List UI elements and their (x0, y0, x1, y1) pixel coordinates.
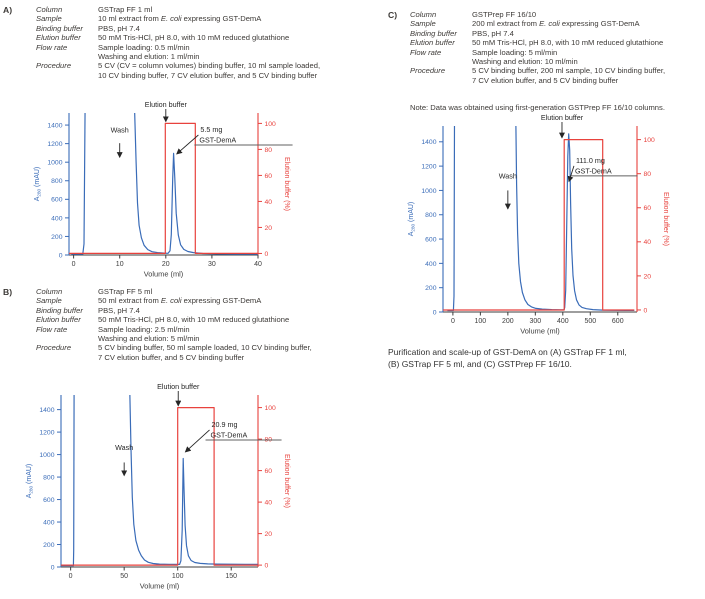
spec-values (472, 29, 705, 38)
panel-c-label: C) (388, 10, 398, 20)
svg-text:30: 30 (208, 261, 216, 268)
svg-text:0: 0 (58, 252, 63, 260)
svg-text:0: 0 (68, 573, 73, 580)
svg-text:200: 200 (502, 318, 514, 325)
svg-text:Wash: Wash (115, 443, 134, 453)
svg-text:1400: 1400 (421, 139, 437, 147)
spec-label: Binding buffer (36, 23, 83, 33)
spec-row (36, 61, 384, 80)
svg-text:100: 100 (474, 318, 487, 325)
spec-row (36, 325, 384, 344)
spec-values (98, 296, 384, 305)
svg-text:Wash: Wash (110, 125, 129, 135)
y-axis-left (26, 395, 61, 571)
spec-value: 7 CV elution buffer, and 5 CV binding buffer (98, 352, 245, 362)
svg-text:Elution buffer (%): Elution buffer (%) (283, 157, 290, 211)
svg-text:0: 0 (71, 261, 76, 268)
spec-value: 50 ml extract from E. coli expressing GST-DemA (98, 296, 262, 306)
svg-text:0: 0 (264, 250, 269, 258)
svg-text:200: 200 (51, 233, 63, 241)
svg-text:80: 80 (643, 171, 652, 179)
spec-label: Elution buffer (36, 33, 81, 43)
spec-row (410, 19, 705, 28)
spec-label: Binding buffer (36, 305, 83, 315)
svg-text:40: 40 (254, 261, 262, 268)
spec-values (472, 66, 705, 85)
y-axis-left (408, 126, 443, 316)
spec-label: Procedure (410, 66, 446, 76)
spec-values (98, 306, 384, 315)
figure-caption (388, 347, 703, 370)
spec-value: 7 CV elution buffer, and 5 CV binding buffer (472, 75, 619, 85)
svg-text:40: 40 (643, 239, 652, 247)
spec-label: Sample (410, 19, 436, 29)
spec-label: Sample (36, 14, 62, 24)
spec-values (98, 343, 384, 362)
elution-buffer-trace (443, 140, 634, 310)
svg-text:10: 10 (115, 261, 124, 268)
svg-text:1000: 1000 (39, 451, 55, 459)
svg-text:400: 400 (425, 260, 437, 268)
svg-text:100: 100 (264, 120, 276, 128)
svg-text:1000: 1000 (47, 159, 63, 167)
svg-text:400: 400 (43, 519, 55, 527)
svg-text:Volume (ml): Volume (ml) (143, 269, 184, 279)
spec-value: GSTrap FF 5 ml (98, 287, 153, 296)
spec-values (472, 10, 705, 19)
spec-row (36, 33, 384, 42)
panel-c-spec-table (410, 10, 705, 85)
svg-text:100: 100 (264, 405, 276, 413)
absorbance-trace (61, 387, 258, 566)
svg-text:80: 80 (264, 436, 273, 444)
spec-row (36, 306, 384, 315)
svg-text:400: 400 (556, 318, 569, 325)
spec-value: 50 mM Tris-HCl, pH 8.0, with 10 mM reduced glutathione (98, 315, 290, 325)
svg-text:1200: 1200 (421, 163, 437, 171)
spec-value: PBS, pH 7.4 (98, 305, 140, 315)
spec-row (410, 38, 705, 47)
chromatogram-b (28, 378, 296, 594)
spec-value: GSTPrep FF 16/10 (472, 10, 537, 19)
panel-b-label: B) (3, 287, 13, 297)
chromatogram-c (398, 112, 700, 338)
svg-text:800: 800 (51, 178, 63, 186)
svg-text:200: 200 (425, 285, 437, 293)
spec-values (98, 24, 384, 33)
spec-value: Sample loading: 2.5 ml/min (98, 324, 190, 334)
svg-text:GST-DemA: GST-DemA (210, 430, 248, 440)
svg-text:300: 300 (529, 318, 542, 325)
svg-text:1200: 1200 (39, 429, 55, 437)
spec-values (98, 287, 384, 296)
spec-label: Procedure (36, 61, 72, 71)
spec-row (36, 14, 384, 23)
figure-caption-line: Purification and scale-up of GST-DemA on (A) GSTrap FF 1 ml, (388, 347, 627, 357)
spec-row (410, 29, 705, 38)
svg-text:Elution buffer: Elution buffer (540, 113, 584, 122)
spec-value: Sample loading: 5 ml/min (472, 47, 558, 57)
y-axis-left (34, 113, 69, 259)
svg-text:0: 0 (432, 309, 437, 317)
svg-text:20: 20 (264, 224, 273, 232)
panel-a-label: A) (3, 5, 13, 15)
absorbance-trace (71, 107, 258, 255)
spec-values (98, 5, 384, 14)
svg-text:20: 20 (643, 273, 652, 281)
y-axis-right (258, 113, 290, 258)
svg-text:500: 500 (584, 318, 597, 325)
spec-row (36, 343, 384, 362)
svg-text:600: 600 (425, 236, 437, 244)
svg-text:150: 150 (225, 573, 238, 580)
spec-value: Sample loading: 0.5 ml/min (98, 42, 190, 52)
spec-value: PBS, pH 7.4 (98, 23, 140, 33)
spec-label: Elution buffer (36, 315, 81, 325)
svg-text:40: 40 (264, 499, 273, 507)
x-axis (443, 312, 637, 336)
spec-row (410, 10, 705, 19)
svg-text:600: 600 (51, 196, 63, 204)
spec-value: 5 CV binding buffer, 200 ml sample, 10 CV binding buffer, (472, 66, 666, 76)
svg-text:800: 800 (43, 474, 55, 482)
svg-text:1000: 1000 (421, 187, 437, 195)
svg-text:100: 100 (171, 573, 184, 580)
elution-buffer-annotation (145, 100, 188, 121)
panel-c-note: Note: Data was obtained using first-generation GSTPrep FF 16/10 columns. (410, 103, 665, 112)
svg-text:40: 40 (264, 198, 273, 206)
absorbance-trace (447, 118, 634, 311)
spec-values (98, 61, 384, 80)
panel-a-spec-table (36, 5, 384, 80)
spec-label: Elution buffer (410, 38, 455, 48)
svg-text:Elution buffer (%): Elution buffer (%) (662, 192, 669, 246)
svg-text:100: 100 (643, 137, 655, 145)
svg-text:GST-DemA: GST-DemA (574, 166, 612, 176)
svg-text:0: 0 (643, 307, 648, 315)
svg-text:20: 20 (264, 531, 273, 539)
svg-text:Wash: Wash (498, 171, 517, 181)
svg-text:400: 400 (51, 215, 63, 223)
svg-text:A280 (mAU): $A_{280}$ (mAU) (26, 463, 34, 499)
wash-annotation (499, 171, 517, 208)
spec-label: Column (36, 5, 63, 14)
spec-label: Flow rate (36, 324, 68, 334)
svg-text:Elution buffer: Elution buffer (157, 382, 200, 391)
svg-text:0: 0 (450, 318, 455, 325)
spec-value: 10 CV binding buffer, 7 CV elution buffer, and 5 CV binding buffer (98, 70, 318, 80)
svg-text:Elution buffer (%): Elution buffer (%) (283, 454, 290, 508)
svg-text:0: 0 (264, 562, 269, 570)
spec-value: 200 ml extract from E. coli expressing GST-DemA (472, 19, 640, 29)
y-axis-right (637, 126, 669, 314)
svg-text:600: 600 (611, 318, 624, 325)
spec-label: Column (36, 287, 63, 296)
spec-values (472, 38, 705, 47)
spec-value: GSTrap FF 1 ml (98, 5, 153, 14)
svg-text:A280 (mAU): $A_{280}$ (mAU) (408, 201, 416, 237)
svg-text:Volume (ml): Volume (ml) (139, 581, 180, 591)
svg-text:1200: 1200 (47, 141, 63, 149)
svg-text:1400: 1400 (39, 407, 55, 415)
svg-text:60: 60 (264, 468, 273, 476)
svg-text:60: 60 (643, 205, 652, 213)
spec-row (36, 296, 384, 305)
spec-label: Column (410, 10, 437, 19)
spec-values (98, 43, 384, 62)
svg-text:200: 200 (43, 541, 55, 549)
spec-row (36, 43, 384, 62)
spec-label: Flow rate (36, 42, 68, 52)
svg-text:Volume (ml): Volume (ml) (520, 326, 560, 336)
svg-text:80: 80 (264, 146, 273, 154)
spec-row (36, 315, 384, 324)
spec-row (410, 66, 705, 85)
svg-text:111.0 mg: 111.0 mg (575, 155, 605, 165)
spec-value: Washing and elution: 1 ml/min (98, 52, 200, 62)
spec-value: PBS, pH 7.4 (472, 28, 514, 38)
svg-text:1400: 1400 (47, 122, 63, 130)
svg-text:50: 50 (120, 573, 129, 580)
spec-values (98, 33, 384, 42)
spec-values (472, 48, 705, 67)
spec-value: Washing and elution: 10 ml/min (472, 57, 578, 67)
spec-row (36, 5, 384, 14)
x-axis (61, 567, 258, 591)
y-axis-right (258, 395, 290, 570)
svg-text:20.9 mg: 20.9 mg (211, 419, 238, 429)
spec-label: Binding buffer (410, 28, 457, 38)
spec-value: 50 mM Tris-HCl, pH 8.0, with 10 mM reduced glutathione (98, 33, 290, 43)
svg-text:A280 (mAU): $A_{280}$ (mAU) (34, 166, 42, 202)
spec-row (36, 287, 384, 296)
svg-text:800: 800 (425, 212, 437, 220)
elution-buffer-annotation (541, 113, 584, 138)
spec-value: Washing and elution: 5 ml/min (98, 334, 200, 344)
x-axis (69, 255, 262, 279)
spec-label: Procedure (36, 343, 72, 353)
product-annotation (177, 125, 293, 154)
svg-text:60: 60 (264, 172, 273, 180)
spec-values (98, 315, 384, 324)
svg-text:0: 0 (50, 564, 55, 572)
svg-text:Elution buffer: Elution buffer (144, 100, 187, 109)
chromatogram-a (28, 94, 296, 282)
wash-annotation (111, 125, 129, 157)
svg-text:20: 20 (161, 261, 170, 268)
spec-label: Sample (36, 296, 62, 306)
spec-value: 10 ml extract from E. coli expressing GST-DemA (98, 14, 262, 24)
spec-values (98, 325, 384, 344)
spec-row (410, 48, 705, 67)
spec-value: 5 CV binding buffer, 50 ml sample loaded, 10 CV binding buffer, (98, 343, 312, 353)
svg-text:600: 600 (43, 496, 55, 504)
spec-values (472, 19, 705, 28)
spec-value: 50 mM Tris-HCl, pH 8.0, with 10 mM reduced glutathione (472, 38, 664, 48)
figure-caption-line: (B) GSTrap FF 5 ml, and (C) GSTPrep FF 16/10. (388, 358, 572, 369)
panel-b-spec-table (36, 287, 384, 362)
spec-value: 5 CV (CV = column volumes) binding buffer, 10 ml sample loaded, (98, 61, 321, 71)
spec-values (98, 14, 384, 23)
elution-buffer-annotation (157, 382, 200, 406)
wash-annotation (115, 443, 133, 475)
svg-text:GST-DemA: GST-DemA (199, 135, 237, 145)
spec-label: Flow rate (410, 47, 442, 57)
spec-row (36, 24, 384, 33)
svg-text:5.5 mg: 5.5 mg (200, 125, 223, 135)
